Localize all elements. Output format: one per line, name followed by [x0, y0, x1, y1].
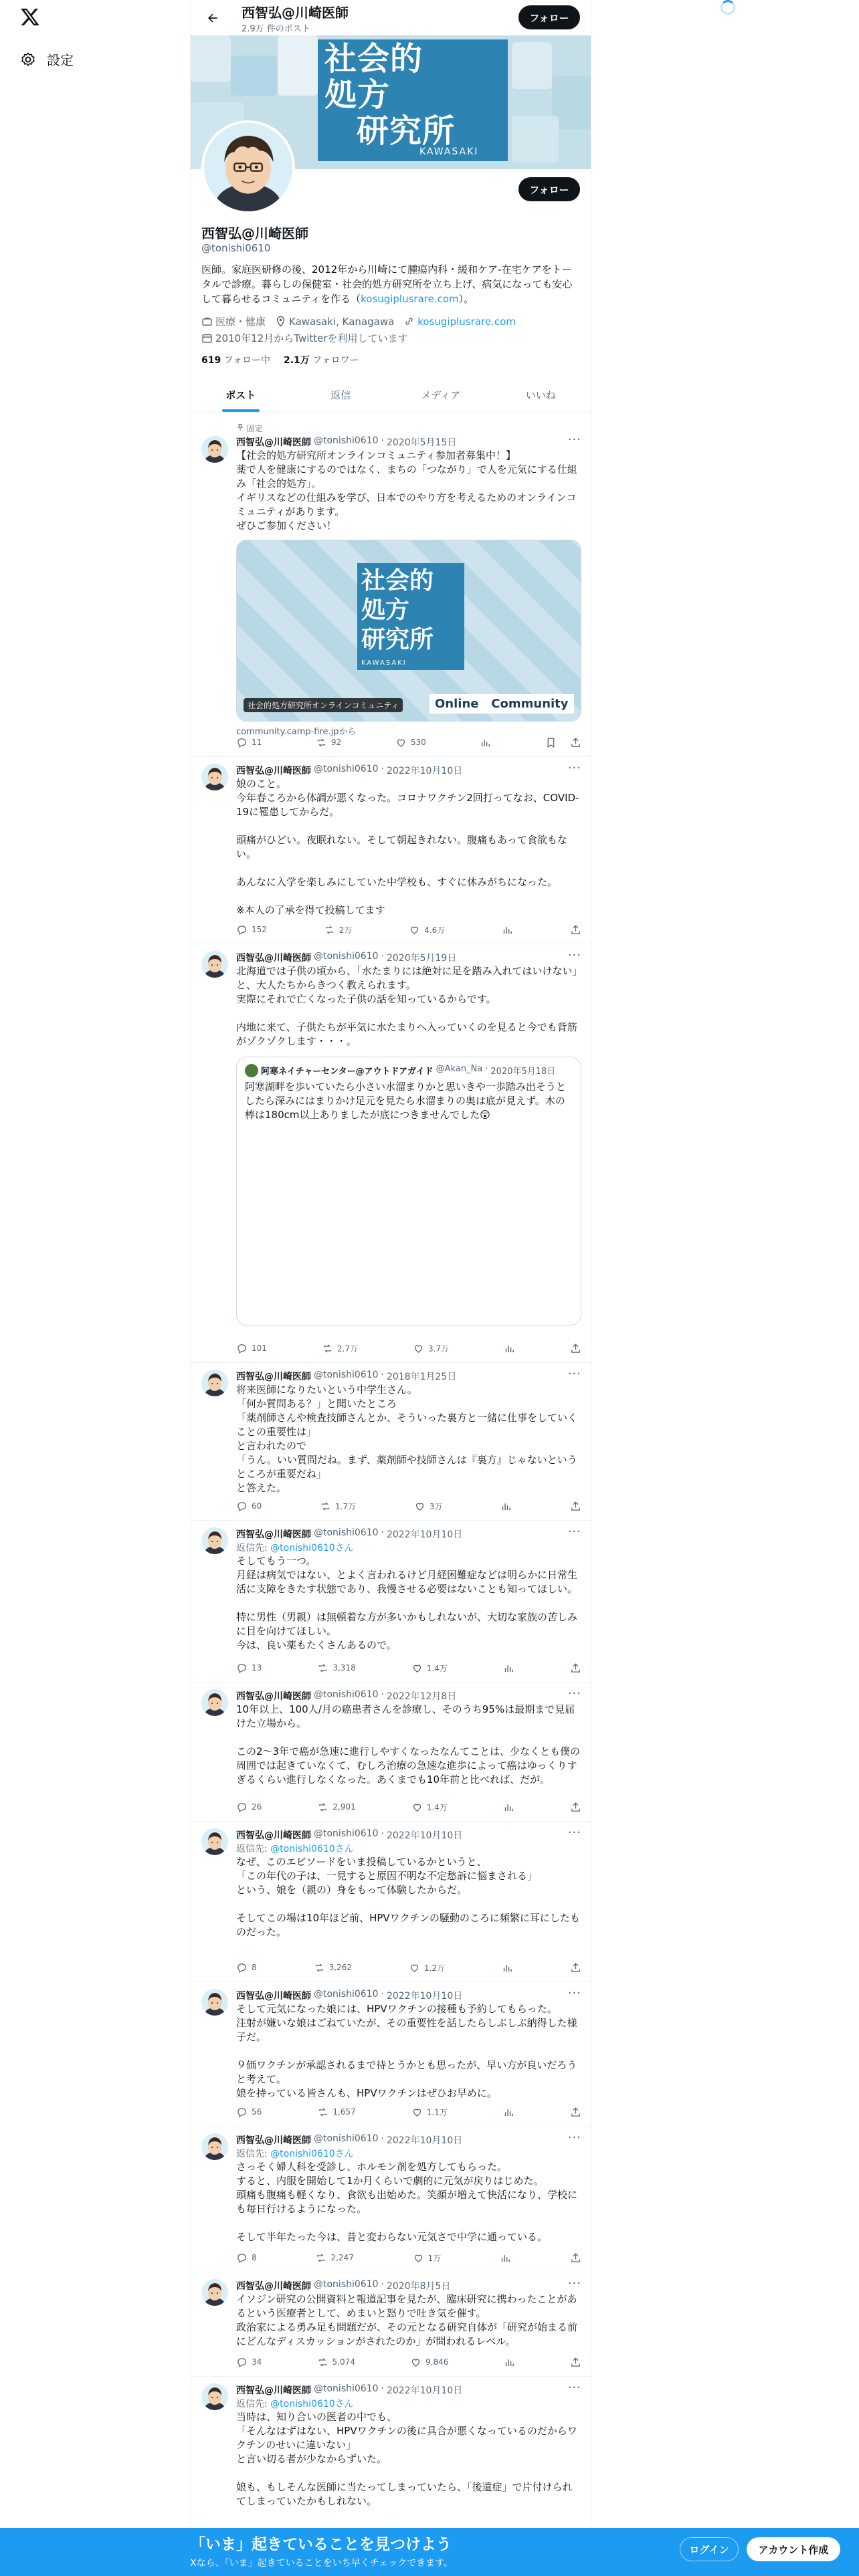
- like-button[interactable]: 3万: [414, 1501, 443, 1512]
- tweet-text: 娘のこと。 今年春ころから体調が悪くなった。コロナワクチン2回打ってなお、COVID-19に罹患してからだ。 頭痛がひどい。夜眠れない。そして朝起きれない。腹痛もあって食欲もない。 あんなに入学を楽しみにしていた中学校も、すぐに休みがちになった。 ※本人の了承を得て投稿してます: [236, 778, 579, 916]
- tweet[interactable]: [191, 944, 592, 1363]
- tweet-avatar[interactable]: [201, 1989, 228, 2016]
- tweet-header: 西智弘@川崎医師 @tonishi0610 · 2022年10月10日 ···: [236, 1525, 581, 1540]
- header-name: 西智弘@川崎医師: [242, 4, 349, 21]
- like-button[interactable]: 1.1万: [411, 2107, 448, 2118]
- tweet-text: なぜ、このエピソードをいま投稿しているかというと、 「この年代の子は、一見すると原因不明な不定愁訴に悩まされる」 という、娘を（親の）身をもって体験したからだ。 そしてこの場は10年ほど前、HPVワクチンの騒動のころに頻繁に耳にしたものだった。: [236, 1856, 580, 1938]
- tweet-author-handle: @tonishi0610: [314, 2133, 379, 2144]
- reply-to-handle[interactable]: @tonishi0610さん: [270, 1543, 354, 1553]
- reply-button[interactable]: 13: [236, 1662, 262, 1674]
- tweet-avatar[interactable]: [201, 1370, 228, 1396]
- signup-banner-title: 「いま」起きていることを見つけよう: [190, 2536, 452, 2553]
- tweet[interactable]: [191, 1521, 592, 1683]
- retweet-button[interactable]: 1,657: [317, 2107, 355, 2118]
- tweet-body: [236, 433, 581, 747]
- quoted-avatar: [245, 1064, 258, 1077]
- retweet-button[interactable]: 2万: [324, 924, 353, 936]
- tweet-header: 西智弘@川崎医師 @tonishi0610 · 2020年5月15日 ···: [236, 433, 581, 448]
- views-button[interactable]: [503, 1662, 514, 1674]
- more-options-icon[interactable]: ···: [567, 761, 581, 775]
- tweet-text: 【社会的処方研究所オンラインコミュニティ参加者募集中！】 薬で人を健康にするのではなく、まちの「つながり」で人を元気にする仕組み「社会的処方」。 イギリスなどの仕組みを学び、日本でのやり方を考えるためのオンラインコミュニティがあります。 ぜひご参加ください！: [236, 449, 577, 532]
- banner-subtitle: KAWASAKI: [419, 146, 479, 157]
- tweet-actions: [236, 1796, 581, 1818]
- reply-to: 返信先: @tonishi0610さん: [236, 2149, 354, 2159]
- bookmark-button[interactable]: [545, 737, 557, 748]
- profile-bio: 医師。家庭医研修の後、2012年から川崎にて腫瘍内科・緩和ケア-在宅ケアをトータルで診療。暮らしの保健室・社会的処方研究所を立ち上げ、病気になっても安心して暮らせるコミュニティを作る（kosugiplusrare.com）。: [201, 263, 573, 305]
- more-options-icon[interactable]: ···: [567, 2276, 581, 2290]
- pin-icon: [236, 423, 244, 431]
- tweet-text: 当時は、知り合いの医者の中でも、 「そんなはずはない、HPVワクチンの後に具合が悪くなっているのだからワクチンのせいに違いない」 と言い切る者が少なからずいた。 娘も、もしそんな医師に当たってしまっていたら、「後遺症」で片付けられてしまっていたかもしれない。: [236, 2411, 577, 2507]
- card-online-label: Online Community: [430, 694, 574, 714]
- tweet-author-handle: @tonishi0610: [314, 764, 379, 774]
- tweet-author-name[interactable]: 西智弘@川崎医師: [236, 1372, 311, 1382]
- views-button[interactable]: [503, 2107, 514, 2118]
- settings-link[interactable]: [20, 49, 74, 69]
- tweet[interactable]: [191, 1683, 592, 1822]
- tweet-author-name[interactable]: 西智弘@川崎医師: [236, 1991, 311, 2002]
- tweet[interactable]: [191, 416, 592, 757]
- views-button[interactable]: [500, 2252, 511, 2264]
- arrow-left-icon: [206, 11, 219, 25]
- tab-media[interactable]: メディア: [421, 389, 461, 401]
- tweet-header: 西智弘@川崎医師 @tonishi0610 · 2020年8月5日 ···: [236, 2276, 581, 2292]
- tweet-body: [236, 948, 581, 1354]
- signup-banner: [0, 2528, 859, 2576]
- retweet-button[interactable]: 2,901: [317, 1802, 355, 1813]
- share-button[interactable]: [570, 1802, 581, 1813]
- reply-to: 返信先: @tonishi0610さん: [236, 2399, 354, 2409]
- x-logo-icon[interactable]: [20, 7, 40, 27]
- tweet-text: 将来医師になりたいという中学生さん。 「何か質問ある？」と聞いたところ 「薬剤師さんや検査技師さんとか、そういった裏方と一緒に仕事をしていくことの重要性は」 と言われたので 「うん。いい質問だね。まず、薬剤師や技師さんは『裏方』じゃないというところが重要だね」 と答えた。: [236, 1384, 578, 1494]
- tweet-date[interactable]: 2022年10月10日: [386, 1529, 463, 1540]
- banner-logo-text: 社会的 処方 研究所: [324, 40, 456, 150]
- like-button[interactable]: 1.2万: [409, 1962, 445, 1973]
- tweet-actions: [236, 2246, 581, 2269]
- tweet-header: 西智弘@川崎医師 @tonishi0610 · 2022年12月8日 ···: [236, 1687, 581, 1702]
- like-button[interactable]: 1万: [413, 2252, 442, 2264]
- more-options-icon[interactable]: ···: [567, 1367, 581, 1381]
- tweet-author-handle: @tonishi0610: [314, 1370, 379, 1380]
- tweet-author-handle: @tonishi0610: [314, 1689, 379, 1700]
- tweet-text: イソジン研究の公開資料と報道記事を見たが、臨床研究に携わったことがあるという医療者として、めまいと怒りで吐き気を催す。 政治家による勇み足も問題だが、その元となる研究自体が「研究が始まる前にどんなディスカッションがされたのか」が問われるレベル。: [236, 2293, 578, 2347]
- reply-button[interactable]: 60: [236, 1501, 262, 1512]
- more-options-icon[interactable]: ···: [567, 948, 581, 962]
- reply-button[interactable]: 8: [236, 1962, 257, 1973]
- pinned-label: 固定: [236, 423, 581, 434]
- tweet-body: [236, 1986, 581, 2117]
- profile-joined: 2010年12月からTwitterを利用しています: [201, 331, 408, 345]
- share-button[interactable]: [570, 2252, 581, 2264]
- tweet-date[interactable]: 2020年5月15日: [386, 437, 457, 448]
- tweet-avatar[interactable]: [201, 1689, 228, 1716]
- tweet-avatar[interactable]: [201, 2133, 228, 2160]
- views-button[interactable]: [504, 1343, 515, 1354]
- main-column: [190, 0, 591, 2576]
- tweet-header: 西智弘@川崎医師 @tonishi0610 · 2022年10月10日 ···: [236, 2131, 581, 2146]
- tweet-body: [236, 2276, 581, 2367]
- loading-spinner-icon: [721, 0, 735, 15]
- retweet-button[interactable]: 2.7万: [322, 1343, 358, 1354]
- tweet-header: 西智弘@川崎医師 @tonishi0610 · 2020年5月19日 ···: [236, 948, 581, 964]
- tweet-body: [236, 1525, 581, 1673]
- tab-posts[interactable]: ポスト: [191, 377, 291, 412]
- tweet-date[interactable]: 2022年10月10日: [386, 2135, 463, 2146]
- profile-meta: [201, 314, 580, 345]
- card-logo-text: 社会的 処方 研究所: [361, 566, 434, 653]
- tweet[interactable]: [191, 2377, 592, 2531]
- tweet-header: 西智弘@川崎医師 @tonishi0610 · 2022年10月10日 ···: [236, 2381, 581, 2396]
- profile-location: Kawasaki, Kanagawa: [275, 314, 394, 328]
- retweet-button[interactable]: 5,074: [317, 2357, 355, 2368]
- reply-button[interactable]: 152: [236, 924, 267, 936]
- login-button[interactable]: ログイン: [680, 2537, 739, 2561]
- link-card-image[interactable]: 社会的 処方 研究所 KAWASAKI Online Community 社会的処方研究所オンラインコミュニティ: [236, 540, 581, 722]
- retweet-button[interactable]: 2,247: [315, 2252, 353, 2264]
- tweet-author-handle: @tonishi0610: [314, 2279, 379, 2290]
- tweet-author-name[interactable]: 西智弘@川崎医師: [236, 2385, 311, 2396]
- calendar-icon: [201, 332, 213, 344]
- tweet-author-handle: @tonishi0610: [314, 951, 379, 962]
- tweet-author-name[interactable]: 西智弘@川崎医師: [236, 437, 311, 448]
- tweet-avatar[interactable]: [201, 436, 228, 463]
- reply-button[interactable]: 26: [236, 1802, 262, 1813]
- tweet-avatar[interactable]: [201, 1828, 228, 1855]
- bio-link[interactable]: kosugiplusrare.com: [361, 293, 459, 305]
- tweet-author-handle: @tonishi0610: [314, 435, 379, 446]
- tweet-author-handle: @tonishi0610: [314, 2383, 379, 2394]
- profile-name: 西智弘@川崎医師: [201, 225, 308, 241]
- tweet-actions: [236, 2351, 581, 2373]
- header-post-count: 2.9万 件のポスト: [242, 23, 310, 34]
- share-button[interactable]: [570, 2107, 581, 2118]
- views-button[interactable]: [503, 1802, 514, 1813]
- tweet-body: [236, 1367, 581, 1511]
- views-button[interactable]: [480, 737, 491, 748]
- tweet-actions: [236, 731, 581, 754]
- settings-label: 設定: [47, 52, 74, 68]
- profile-website[interactable]: kosugiplusrare.com: [403, 314, 516, 328]
- tweet-date[interactable]: 2018年1月25日: [386, 1372, 457, 1382]
- tweet-author-handle: @tonishi0610: [314, 1989, 379, 2000]
- tweet-actions: [236, 2101, 581, 2123]
- tweet-author-name[interactable]: 西智弘@川崎医師: [236, 766, 311, 776]
- tweet-body: [236, 2131, 581, 2263]
- tweet-actions: [236, 1495, 581, 1517]
- share-button[interactable]: [570, 1662, 581, 1674]
- profile-category: 医療・健康: [201, 314, 266, 328]
- tweet-author-name[interactable]: 西智弘@川崎医師: [236, 1529, 311, 1540]
- more-options-icon[interactable]: ···: [567, 1525, 581, 1539]
- reply-button[interactable]: 8: [236, 2252, 257, 2264]
- more-options-icon[interactable]: ···: [567, 2381, 581, 2395]
- tweet-body: [236, 2383, 581, 2508]
- more-options-icon[interactable]: ···: [567, 1687, 581, 1701]
- profile-header-bar: [191, 0, 591, 35]
- tweet-text: そしてもう一つ。 月経は病気ではない、とよく言われるけど月経困難症などは明らかに日常生活に支障をきたす状態であり、我慢させる必要はないことも知ってほしい。 特に男性（男親）は無頓着な方が多いかもしれないが、大切な家族の苦しみに目を向けてほしい。 今は、良い薬もたくさんあるので。: [236, 1555, 578, 1651]
- header-follow-button[interactable]: フォロー: [518, 5, 580, 29]
- tweet-author-name[interactable]: 西智弘@川崎医師: [236, 953, 311, 964]
- following-link[interactable]: 619 フォロー中: [201, 355, 270, 366]
- tweet-date[interactable]: 2022年12月8日: [386, 1691, 457, 1702]
- like-button[interactable]: 1.4万: [411, 1802, 448, 1813]
- tab-likes[interactable]: いいね: [525, 389, 556, 401]
- retweet-button[interactable]: 1.7万: [320, 1501, 356, 1512]
- share-button[interactable]: [570, 1343, 581, 1354]
- tweet-actions: [236, 1337, 581, 1360]
- tweet-avatar[interactable]: [201, 764, 228, 790]
- tweet-text: そして元気になった娘には、HPVワクチンの接種も予約してもらった。 注射が嫌いな娘はごねていたが、その重要性を話したらしぶしぶ納得した様子だ。 ９価ワクチンが承認されるまで待とうかとも思ったが、早い方が良いだろうと考えて。 娘を持っている皆さんも、HPVワクチンはぜひお早めに。: [236, 2003, 577, 2099]
- location-pin-icon: [275, 316, 286, 327]
- tweet-date[interactable]: 2022年10月10日: [386, 766, 463, 776]
- like-button[interactable]: 9,846: [410, 2357, 448, 2368]
- profile-info: [191, 169, 591, 374]
- more-options-icon[interactable]: ···: [567, 433, 581, 447]
- back-button[interactable]: [201, 7, 224, 29]
- tweet-header: 西智弘@川崎医師 @tonishi0610 · 2022年10月10日 ···: [236, 1826, 581, 1841]
- tweet-date[interactable]: 2022年10月10日: [386, 1991, 463, 2002]
- tweet-author-name[interactable]: 西智弘@川崎医師: [236, 1830, 311, 1841]
- profile-tabs: [191, 377, 591, 413]
- tweet-date[interactable]: 2022年10月10日: [386, 2385, 463, 2396]
- quoted-tweet-text: 阿寒湖畔を歩いていたら小さい水溜まりかと思いきや一歩踏み出そうとしたら深みにはまりかけ足元を見たら水溜まりの奥は底が見えず。木の棒は180cm以上ありましたが底につきませんでした😲: [245, 1081, 567, 1121]
- header-title-block: [242, 2, 349, 34]
- retweet-button[interactable]: 3,318: [317, 1662, 355, 1674]
- signup-button[interactable]: アカウント作成: [747, 2537, 840, 2561]
- tweet-author-handle: @tonishi0610: [314, 1828, 379, 1839]
- tweet[interactable]: [191, 1822, 592, 1982]
- tweet-avatar[interactable]: [201, 1527, 228, 1554]
- link-icon: [403, 316, 415, 327]
- card-caption: 社会的処方研究所オンラインコミュニティ: [244, 698, 403, 712]
- profile-follow-button[interactable]: フォロー: [518, 177, 580, 201]
- card-domain[interactable]: community.camp-fire.jpから: [236, 727, 357, 737]
- views-button[interactable]: [502, 924, 513, 936]
- reply-to-handle[interactable]: @tonishi0610さん: [270, 2149, 354, 2159]
- tweet[interactable]: [191, 2272, 592, 2377]
- reply-button[interactable]: 11: [236, 737, 262, 748]
- reply-button[interactable]: 34: [236, 2357, 262, 2368]
- reply-button[interactable]: 101: [236, 1343, 267, 1354]
- tweet-body: [236, 1826, 581, 1973]
- tweet-actions: [236, 1956, 581, 1979]
- tab-replies[interactable]: 返信: [330, 389, 351, 401]
- like-button[interactable]: 4.6万: [409, 924, 445, 936]
- quoted-tweet-header: 阿寒ネイチャーセンター@アウトドアガイド @Akan_Na · 2020年5月18日: [245, 1064, 573, 1077]
- signup-banner-subtitle: Xなら、「いま」起きていることをいち早くチェックできます。: [190, 2558, 454, 2569]
- quoted-tweet[interactable]: [236, 1057, 581, 1325]
- tweet-actions: [236, 1656, 581, 1679]
- views-button[interactable]: [502, 1962, 513, 1973]
- tweet-date[interactable]: 2020年5月19日: [386, 953, 457, 964]
- reply-to-handle[interactable]: @tonishi0610さん: [270, 1844, 354, 1854]
- share-button[interactable]: [570, 924, 581, 936]
- gear-icon: [20, 51, 36, 68]
- tweet-text: 10年以上、100人/月の癌患者さんを診療し、そのうち95%は最期まで見届けた立場から。 この2〜3年で癌が急速に進行しやすくなったなんてことは、少なくとも僕の周囲では起きていなくて、むしろ治療の急速な進歩によって癌はゆっくりすぎるくらい進行しなくなった。あくまでも10年前と比べれば、だが。: [236, 1703, 581, 1786]
- tweet-header: 西智弘@川崎医師 @tonishi0610 · 2022年10月10日 ···: [236, 1986, 581, 2002]
- reply-to: 返信先: @tonishi0610さん: [236, 1844, 354, 1854]
- tweet-text: 北海道では子供の頃から、「水たまりには絶対に足を踏み入れてはいけない」と、大人たちからきつく教えられます。 実際にそれで亡くなった子供の話を知っているからです。 内地に来て、子供たちが平気に水たまりへ入っていくのを見ると今でも背筋がゾクゾクします・・・。: [236, 965, 578, 1047]
- share-button[interactable]: [570, 737, 581, 748]
- more-options-icon[interactable]: ···: [567, 2131, 581, 2145]
- tweet-author-name[interactable]: 西智弘@川崎医師: [236, 1691, 311, 1702]
- tweet-body: [236, 761, 581, 935]
- tweet-header: 西智弘@川崎医師 @tonishi0610 · 2018年1月25日 ···: [236, 1367, 581, 1382]
- follow-counts: [201, 353, 580, 366]
- reply-button[interactable]: 56: [236, 2107, 262, 2118]
- briefcase-icon: [201, 316, 213, 327]
- tweet[interactable]: [191, 1982, 592, 2127]
- tweet-avatar[interactable]: [201, 2383, 228, 2410]
- tweet[interactable]: [191, 2127, 592, 2272]
- tweet-body: [236, 1687, 581, 1812]
- like-button[interactable]: 3.7万: [413, 1343, 449, 1354]
- share-button[interactable]: [570, 1962, 581, 1973]
- tweet-avatar[interactable]: [201, 2279, 228, 2306]
- tweet-header: 西智弘@川崎医師 @tonishi0610 · 2022年10月10日 ···: [236, 761, 581, 776]
- tweet[interactable]: [191, 757, 592, 944]
- like-button[interactable]: 1.4万: [411, 1662, 448, 1674]
- tweet-author-handle: @tonishi0610: [314, 1527, 379, 1538]
- tweet-date[interactable]: 2020年8月5日: [386, 2281, 451, 2292]
- tweet[interactable]: [191, 1363, 592, 1521]
- profile-handle: @tonishi0610: [201, 242, 271, 254]
- followers-link[interactable]: 2.1万 フォロワー: [284, 355, 359, 366]
- views-button[interactable]: [500, 1501, 512, 1512]
- retweet-button[interactable]: 3,262: [314, 1962, 352, 1973]
- tweet-date[interactable]: 2022年10月10日: [386, 1830, 463, 1841]
- reply-to: 返信先: @tonishi0610さん: [236, 1543, 354, 1553]
- tweet-actions: [236, 918, 581, 941]
- like-button[interactable]: 530: [395, 737, 426, 748]
- views-button[interactable]: [504, 2357, 515, 2368]
- more-options-icon[interactable]: ···: [567, 1826, 581, 1840]
- tweet-text: さっそく婦人科を受診し、ホルモン剤を処方してもらった。 すると、内服を開始して1か月くらいで劇的に元気が戻りはじめた。 頭痛も腹痛も軽くなり、食欲も出始めた。笑顔が増えて快活になり、学校にも毎日行けるようになった。 そして半年たった今は、昔と変わらない元気さで中学に通っている。: [236, 2161, 578, 2243]
- share-button[interactable]: [570, 1501, 581, 1512]
- share-button[interactable]: [570, 2357, 581, 2368]
- tweet-author-name[interactable]: 西智弘@川崎医師: [236, 2281, 311, 2292]
- more-options-icon[interactable]: ···: [567, 1986, 581, 2000]
- tweet-avatar[interactable]: [201, 951, 228, 978]
- reply-to-handle[interactable]: @tonishi0610さん: [270, 2399, 354, 2409]
- tweet-author-name[interactable]: 西智弘@川崎医師: [236, 2135, 311, 2146]
- retweet-button[interactable]: 92: [316, 737, 341, 748]
